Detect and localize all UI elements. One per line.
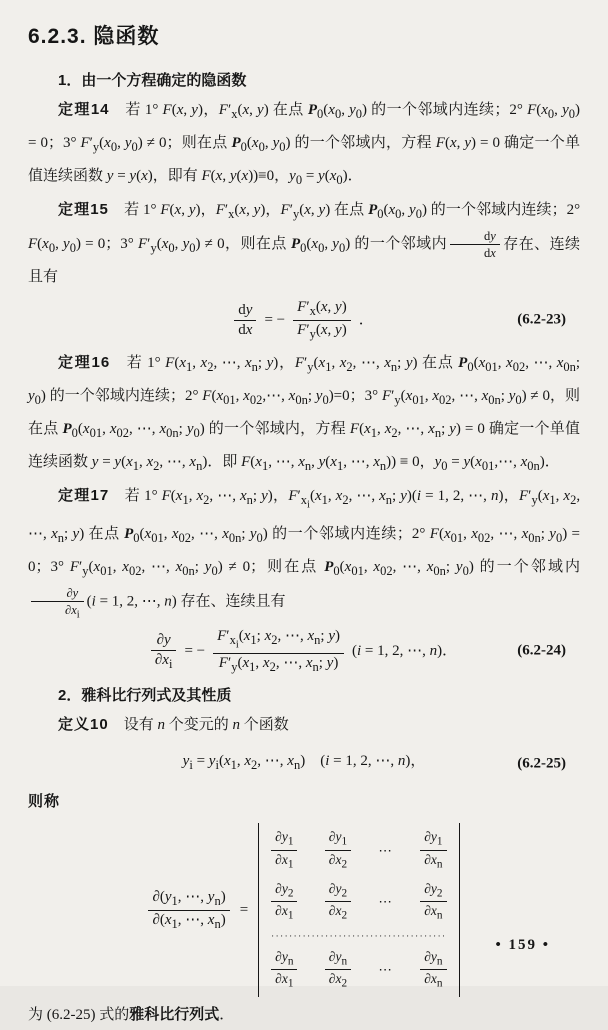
fxi-over-fy-fraction [213,628,344,674]
numerator: $\partial y_n$ [420,949,446,971]
theorem-16-paragraph [28,348,580,481]
section-heading: 6.2.3. 隐函数 [28,25,160,48]
subsection-2-heading: 2．雅科比行列式及其性质 [58,687,232,705]
denominator: $\partial x_i$ [65,603,80,621]
denominator: $\partial x_n$ [424,851,443,871]
denominator: $\partial x_1$ [275,851,294,871]
denominator: $\partial x_1$ [275,903,294,922]
then-called-line [28,787,580,817]
theorem-17-body-pre: 若 1° $F(x_1$, $x_2$, ⋯, $x_n$; y)，$F'_{x_i}(x_1$, $x_2$, ⋯, $x_n$; y)(i = 1, 2, ⋯, n)，$F'_y(x_1$, $x_2$, ⋯, $x_n$; y) 在点 $P_0(x_{01}$, $x_{02}$, ⋯, $x_{0n}$; $y_0$) 的一个邻域内连续；2° $F(x_{01}$, $x_{02}$, ⋯, $x_{0n}$; $y_0) = 0$；3° $F'_y(x_{01}$, $x_{02}$, ⋯, $x_{0n}$; $y_0) \ne 0$；则在点 $P_0(x_{01}$, $x_{02}$, ⋯, $x_{0n}$; $y_0$) 的一个邻域内 [28,488,581,578]
jacobian-cell-fraction [271,881,297,923]
denominator: $\partial x_2$ [328,851,348,871]
jacobian-cell-fraction [271,829,297,871]
theorem-17-paragraph [28,481,580,621]
dy-dx-inline-fraction [450,229,500,261]
denominator: $\partial x_2$ [328,971,348,991]
dy-dxi-inline-fraction [31,586,84,622]
page-number: • 159 • [495,937,550,953]
period: ． [358,311,374,328]
numerator: $\partial y_2$ [325,881,351,903]
jacobian-definition-equation [28,823,580,997]
denominator: $\partial x_n$ [424,971,443,991]
theorem-14-body: 若 1° F(x, y)，$F'_x(x$, y) 在点 $P_0(x_0$, $y_0$) 的一个邻域内连续；2° $F(x_0$, $y_0) = 0$；3° $F'_y(x_0$, $y_0) \ne 0$；则在点 $P_0(x_0$, $y_0$) 的一个邻域内，方程 F(x, y) = 0 确定一个单值连续函数 y = y(x)，即有 F(x, y(x))≡0，$y_0 = y(x_0)$． [28,102,580,187]
theorem-17-body-post: (i = 1, 2, ⋯, n) 存在、连续且有 [86,593,286,609]
numerator: $\partial y_2$ [271,881,297,903]
numerator: $\partial y_n$ [271,949,297,971]
theorem-17-label: 定理17 [58,487,110,505]
then-called-label: 则称 [28,793,61,811]
numerator: ∂y [31,586,84,602]
numerator: $\partial y_2$ [420,881,446,903]
jacobian-cell-fraction [420,829,446,871]
denominator: dx [238,321,253,338]
numerator: $\partial y_1$ [271,829,297,851]
determinant-row-2 [271,881,446,923]
dy-dx-fraction [234,302,256,340]
equation-number: (6.2-25) [517,755,566,772]
jacobian-cell-fraction [325,949,351,991]
equation-number: (6.2-24) [517,642,566,659]
jacobian-cell-fraction [325,881,351,923]
denominator: $\partial x_n$ [424,903,443,922]
theorem-15-paragraph [28,195,580,292]
numerator: $\partial(y_1$, ⋯, $y_n$) [148,889,229,910]
denominator: dx [484,246,496,261]
dy-dxi-fraction [151,632,177,672]
determinant-row-1 [271,829,446,871]
equation-number: (6.2-23) [517,311,566,328]
numerator: $F'_{x_i}(x_1$; $x_2$, ⋯, $x_n$; y) [213,628,344,653]
jacobian-cell-fraction [420,881,446,923]
numerator: $\partial y_1$ [325,829,351,851]
equation-body: $y_i = y_i(x_1$, $x_2$, ⋯, $x_n$) (i = 1, 2, ⋯, n)， [182,753,426,773]
ellipsis: ⋯ [378,842,393,858]
theorem-15-label: 定理15 [58,201,109,218]
determinant-dots-row: ······································· [271,930,447,941]
denominator: $\partial x_i$ [154,651,173,671]
determinant-row-n [271,949,446,991]
numerator: $F'_x(x$, y) [293,299,351,320]
jacobian-cell-fraction [325,829,351,871]
jacobian-cell-fraction [420,949,446,991]
ellipsis: ⋯ [378,962,393,978]
theorem-15-body-pre: 若 1° F(x, y)，$F'_x(x$, y)，$F'_y(x$, y) 在点 $P_0(x_0$, $y_0$) 的一个邻域内连续；2° $F(x_0$, $y_0) = 0$；3° $F'_y(x_0$, $y_0) \ne 0$，则在点 $P_0(x_0$, $y_0$) 的一个邻域内 [28,202,581,256]
theorem-16-body: 若 1° $F(x_1$, $x_2$, ⋯, $x_n$; y)，$F'_y(x_1$, $x_2$, ⋯, $x_n$; y) 在点 $P_0(x_{01}$, $x_{02}$, ⋯, $x_{0n}$; $y_0$) 的一个邻域内连续；2° $F(x_{01}$, $x_{02},\cdots$, $x_{0n}$; $y_0)=0$；3° $F'_y(x_{01}$, $x_{02}$, ⋯, $x_{0n}$; $y_0) \ne 0$，则在点 $P_0(x_{01}$, $x_{02}$, ⋯, $x_{0n}$; $y_0$) 的一个邻域内，方程 $F(x_1$, $x_2$, ⋯, $x_n$; y) = 0 确定一个单值连续函数 $y = y(x_1$, $x_2$, ⋯, $x_n$)．即 $F(x_1$, ⋯, $x_n$, $y(x_1$, ⋯, $x_n)) \equiv 0$，$y_0$ = $y(x_{01},\cdots$, $x_{0n}$)． [28,355,581,474]
theorem-15-body-post: 存在、连续且有 [28,236,581,286]
index-condition: (i = 1, 2, ⋯, n)． [352,642,458,659]
denominator: $F'_y(x_1$, $x_2$, ⋯, $x_n$; y) [218,654,339,674]
denominator: $\partial(x_1$, ⋯, $x_n$) [152,911,226,931]
theorem-16-label: 定理16 [58,354,111,372]
equals-sign: = [239,901,249,918]
equation-6-2-25 [28,747,580,780]
numerator: $\partial y_1$ [420,829,446,851]
jacobian-cell-fraction [271,949,297,991]
equation-6-2-23 [28,299,580,341]
numerator: dy [450,229,500,245]
closing-sentence: 为 (6.2-25) 式的雅科比行列式． [28,1007,235,1024]
equals-minus-sign: = − [184,642,206,659]
equation-6-2-24 [28,628,580,674]
fx-over-fy-fraction [293,299,351,341]
denominator: $\partial x_2$ [328,903,348,922]
theorem-14-label: 定理14 [58,101,110,118]
jacobian-lhs-fraction [148,889,229,931]
denominator: $F'_y(x$, y) [297,321,347,341]
definition-10-paragraph [28,710,580,740]
definition-10-body: 设有 n 个变元的 n 个函数 [108,717,289,734]
jacobian-determinant [258,823,459,997]
equals-minus-sign: = − [264,311,286,328]
numerator: ∂y [151,632,177,651]
numerator: $\partial y_n$ [325,949,351,971]
ellipsis: ⋯ [378,894,393,910]
definition-10-label: 定义10 [58,716,109,734]
theorem-14-paragraph [28,95,580,195]
subsection-1-heading: 1．由一个方程确定的隐函数 [58,72,247,89]
denominator: $\partial x_1$ [275,971,294,991]
numerator: dy [234,302,256,321]
